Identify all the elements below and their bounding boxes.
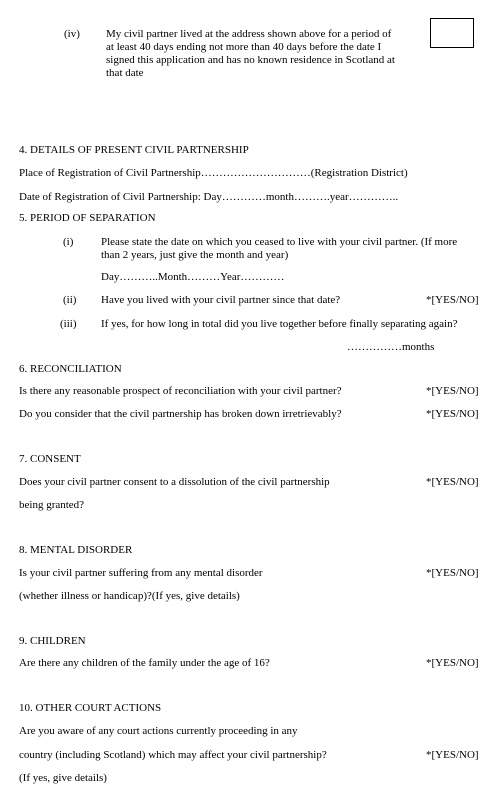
registration-date-field[interactable]: Date of Registration of Civil Partnership: Day…………month……….year………….. — [19, 191, 399, 203]
consent-question: Does your civil partner consent to a dissolution of the civil partnership — [19, 476, 330, 488]
item-ii-number: (ii) — [63, 294, 77, 306]
item-iv-line-2: at least 40 days ending not more than 40 days before the date I — [106, 41, 382, 53]
mental-disorder-question-continued: (whether illness or handicap)?(If yes, give details) — [19, 590, 240, 602]
item-iv-line-4: that date — [106, 67, 144, 79]
mental-disorder-question: Is your civil partner suffering from any mental disorder — [19, 567, 263, 579]
reconciliation-yes-no[interactable]: *[YES/NO] — [426, 385, 479, 397]
section-9-heading: 9. CHILDREN — [19, 635, 86, 647]
court-actions-note: (If yes, give details) — [19, 772, 107, 784]
item-i-text-line-2: than 2 years, just give the month and year) — [101, 249, 289, 261]
consent-yes-no[interactable]: *[YES/NO] — [426, 476, 479, 488]
reconciliation-question: Is there any reasonable prospect of reconciliation with your civil partner? — [19, 385, 342, 397]
consent-question-continued: being granted? — [19, 499, 85, 511]
court-actions-question-continued: country (including Scotland) which may affect your civil partnership? — [19, 749, 327, 761]
item-iv-line-1: My civil partner lived at the address shown above for a period of — [106, 28, 392, 40]
section-4-heading: 4. DETAILS OF PRESENT CIVIL PARTNERSHIP — [19, 144, 249, 156]
children-question: Are there any children of the family under the age of 16? — [19, 657, 270, 669]
section-6-heading: 6. RECONCILIATION — [19, 363, 122, 375]
children-yes-no[interactable]: *[YES/NO] — [426, 657, 479, 669]
registration-place-field[interactable]: Place of Registration of Civil Partnership…………………………(Registration District) — [19, 167, 408, 179]
section-7-heading: 7. CONSENT — [19, 453, 81, 465]
separation-date-field[interactable]: Day………..Month………Year………… — [101, 271, 285, 283]
breakdown-yes-no[interactable]: *[YES/NO] — [426, 408, 479, 420]
item-i-number: (i) — [63, 236, 74, 248]
item-i-text-line-1: Please state the date on which you ceased to live with your civil partner. (If more — [101, 236, 458, 248]
item-ii-yes-no[interactable]: *[YES/NO] — [426, 294, 479, 306]
item-iii-number: (iii) — [60, 318, 77, 330]
breakdown-question: Do you consider that the civil partnership has broken down irretrievably? — [19, 408, 342, 420]
court-actions-question: Are you aware of any court actions currently proceeding in any — [19, 725, 298, 737]
item-iv-line-3: signed this application and has no known residence in Scotland at — [106, 54, 395, 66]
months-together-field[interactable]: ……………months — [347, 341, 435, 353]
section-10-heading: 10. OTHER COURT ACTIONS — [19, 702, 162, 714]
court-actions-yes-no[interactable]: *[YES/NO] — [426, 749, 479, 761]
item-iv-number: (iv) — [64, 28, 80, 40]
item-ii-text: Have you lived with your civil partner since that date? — [101, 294, 341, 306]
item-iii-text: If yes, for how long in total did you live together before finally separating again? — [101, 318, 458, 330]
mental-disorder-yes-no[interactable]: *[YES/NO] — [426, 567, 479, 579]
section-5-heading: 5. PERIOD OF SEPARATION — [19, 212, 156, 224]
item-iv-checkbox[interactable] — [430, 18, 474, 48]
section-8-heading: 8. MENTAL DISORDER — [19, 544, 133, 556]
